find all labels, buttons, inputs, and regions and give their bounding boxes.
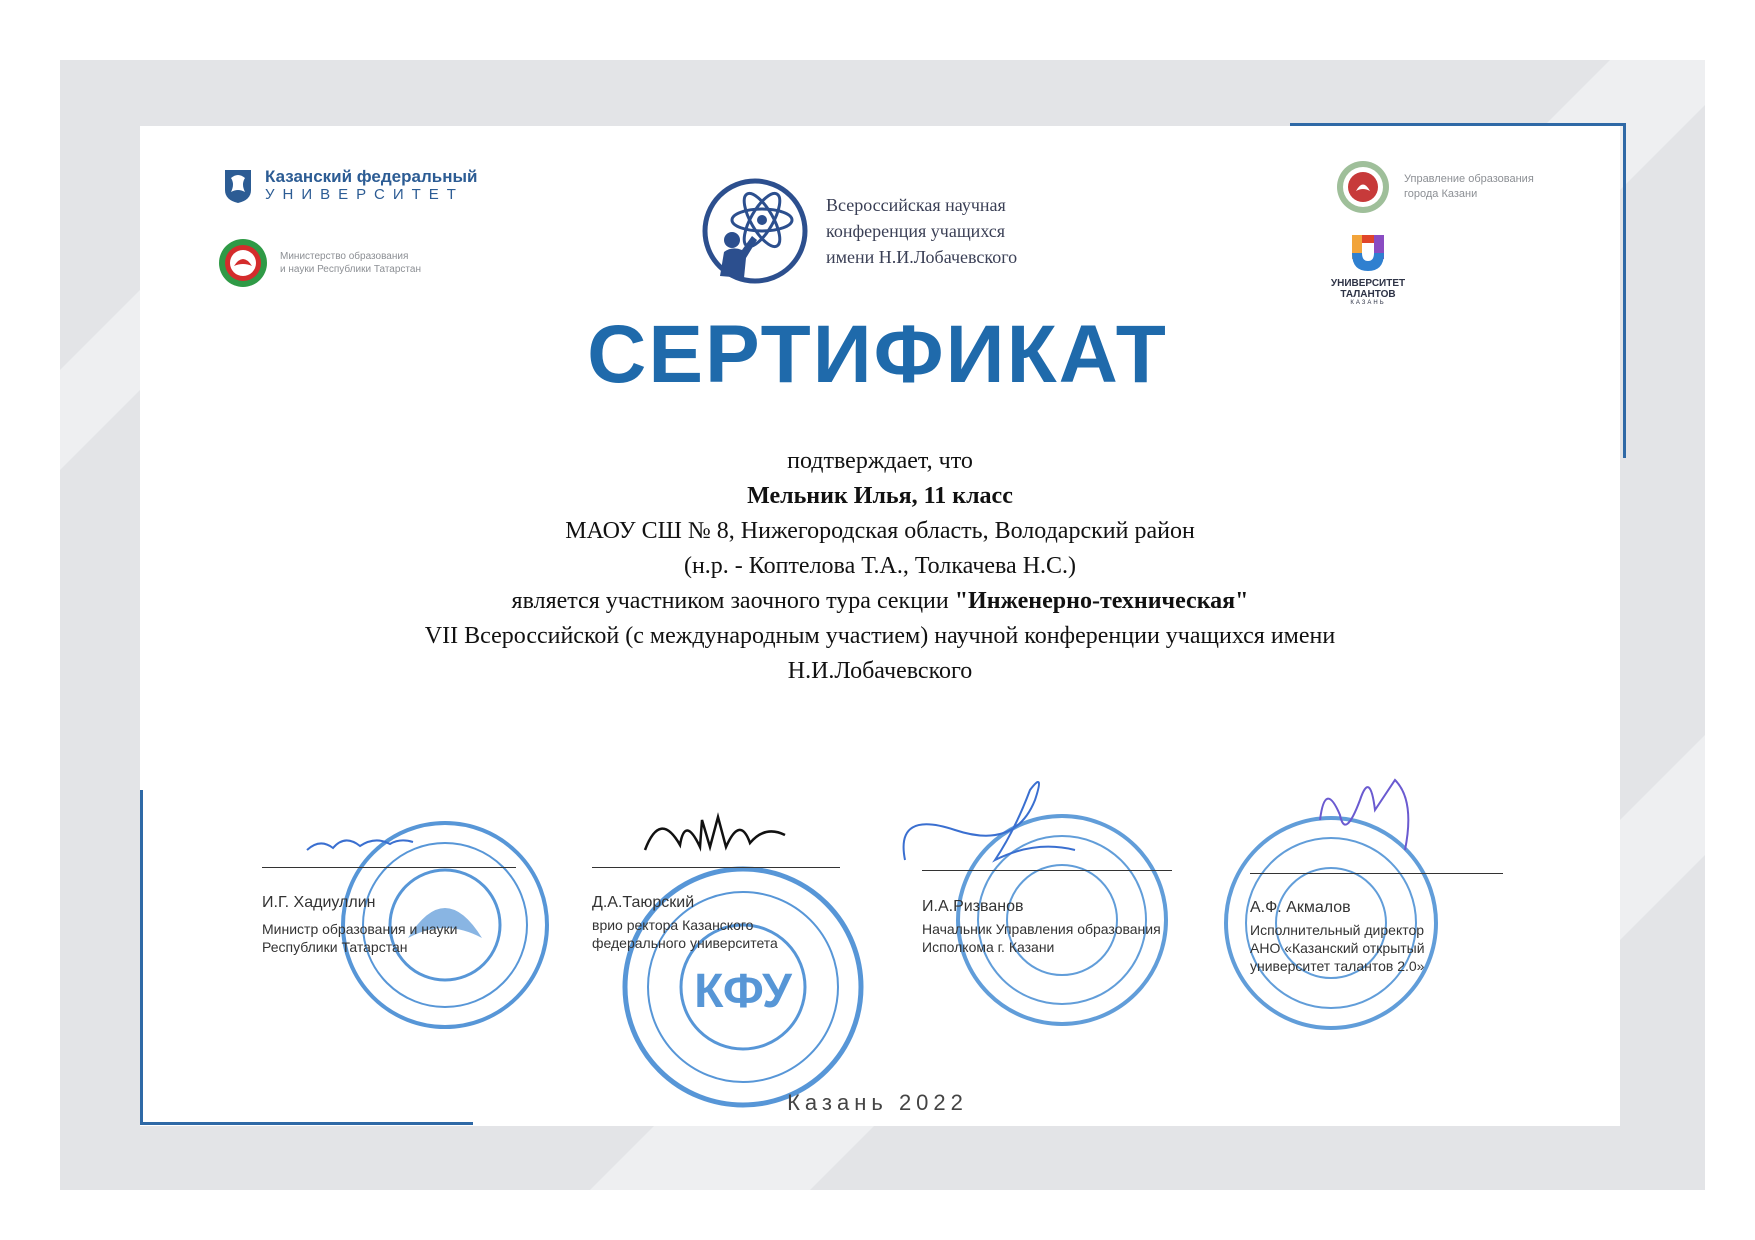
conference-text-line2: Н.И.Лобачевского [787,658,973,684]
talents-name-line3: КАЗАНЬ [1350,300,1386,306]
accent-line-left [140,790,143,1125]
education-department-logo [1336,160,1534,214]
department-name-line1: Управление образования [1404,173,1534,185]
school-text: МАОУ СШ № 8, Нижегородская область, Володарский район [565,518,1195,544]
signature-line-2 [592,867,840,868]
signatory-4-position-line1: Исполнительный директор [1250,922,1425,938]
conference-name-line1: Всероссийская научная [826,195,1006,215]
conference-atom-icon [702,178,808,284]
conference-text-line1: VII Всероссийской (с международным участием) научной конференции учащихся имени [424,623,1336,649]
accent-line-right [1623,123,1626,458]
signature-4 [1315,760,1425,870]
kfu-name-line2: УНИВЕРСИТЕТ [265,186,464,203]
signatory-1-name: И.Г. Хадиуллин [262,894,376,911]
signatory-2-position-line1: врио ректора Казанского [592,917,754,933]
department-name-line2: города Казани [1404,188,1478,200]
conference-name-line2: конференция учащихся [826,221,1006,241]
signatory-3-name: И.А.Ризванов [922,898,1024,915]
kfu-logo [223,167,477,204]
signature-3 [895,770,1085,880]
talents-name-line2: ТАЛАНТОВ [1340,289,1396,300]
talents-u-icon [1348,233,1388,273]
participation-prefix: является участником заочного тура секции [511,588,955,614]
talents-university-logo [1318,233,1418,306]
participant-name: Мельник Илья, 11 класс [747,483,1013,509]
signatory-1-position-line1: Министр образования и науки [262,921,458,937]
kfu-stamp-text: КФУ [694,965,792,1018]
signature-line-3 [922,870,1172,871]
kfu-emblem-icon [223,168,253,204]
conference-name-line3: имени Н.И.Лобачевского [826,247,1018,267]
kfu-name-line1: Казанский федеральный [265,167,478,186]
certificate-body [240,444,1520,689]
signature-line-4 [1250,873,1503,874]
signatory-4-name: А.Ф. Акмалов [1250,899,1351,916]
signature-line-1 [262,867,516,868]
signatory-2-name: Д.А.Таюрский [592,894,695,911]
signatory-3-position-line2: Исполкома г. Казани [922,939,1055,955]
talents-name-line1: УНИВЕРСИТЕТ [1330,278,1406,289]
ministry-logo [218,238,421,288]
ministry-name-line1: Министерство образования [280,251,409,262]
participation-line [240,584,1520,619]
signature-2 [640,805,790,865]
confirms-text: подтверждает, что [787,448,973,474]
ministry-emblem-icon [218,238,268,288]
signatory-2-position-line2: федерального университета [592,935,778,951]
section-name: "Инженерно-техническая" [954,588,1249,614]
signatory-4-position-line3: университет талантов 2.0» [1250,958,1425,974]
accent-line-top [1290,123,1626,126]
accent-line-bottom [140,1122,473,1125]
signatory-1-position-line2: Республики Татарстан [262,939,408,955]
certificate-title: СЕРТИФИКАТ [587,309,1168,400]
advisors-text: (н.р. - Коптелова Т.А., Толкачева Н.С.) [683,553,1077,579]
city-year: Казань 2022 [787,1090,968,1115]
signature-1 [305,828,415,858]
kazan-emblem-icon [1336,160,1390,214]
conference-logo [702,178,1017,284]
ministry-name-line2: и науки Республики Татарстан [280,264,421,275]
signatory-3-position-line1: Начальник Управления образования [922,921,1161,937]
signatory-4-position-line2: АНО «Казанский открытый [1250,940,1425,956]
